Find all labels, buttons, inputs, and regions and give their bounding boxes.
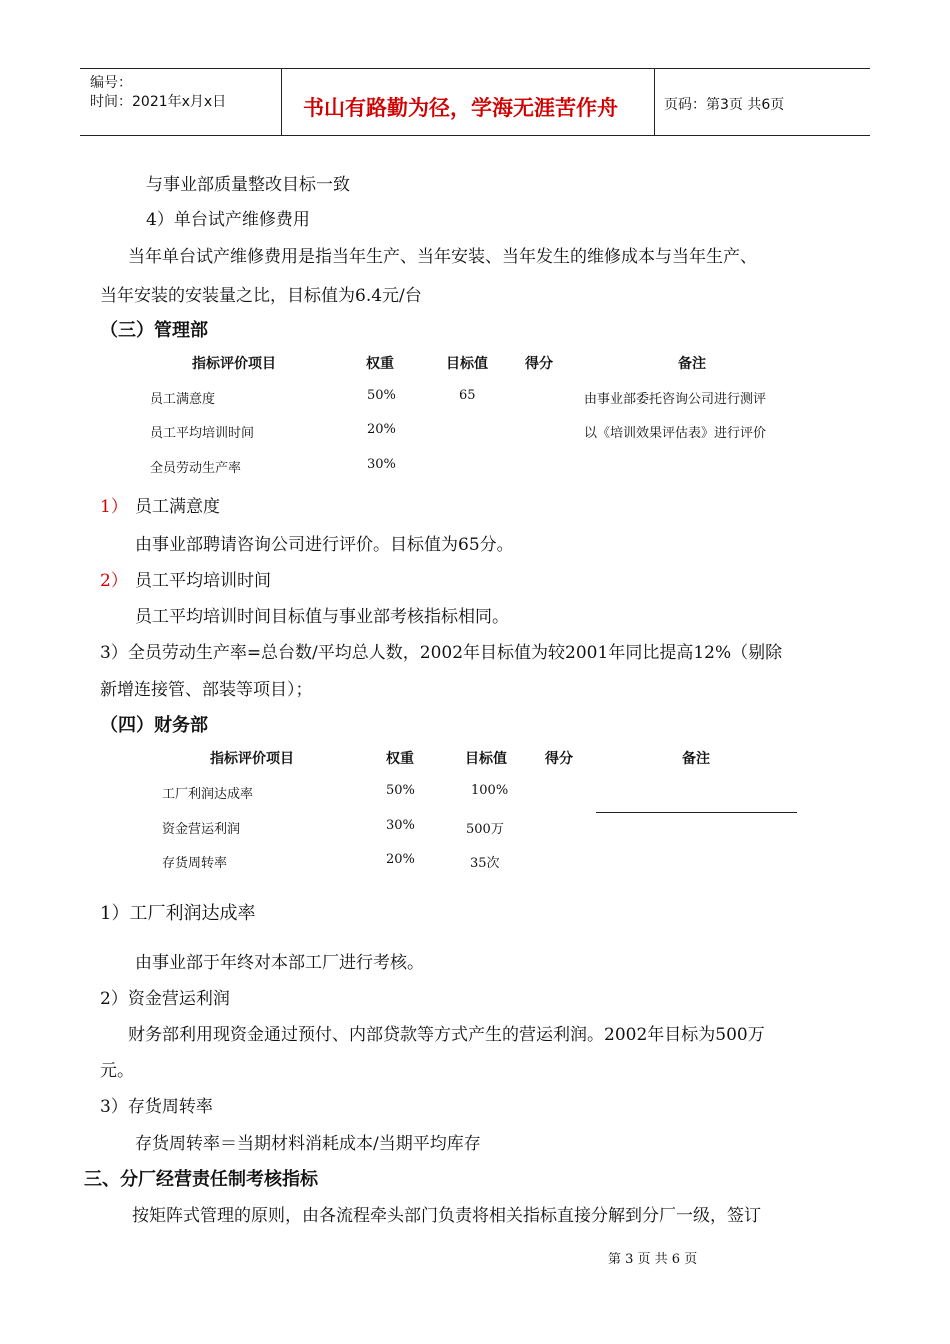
finance-item-3: 3）存货周转率 — [100, 1097, 213, 1117]
header-divider-right — [654, 68, 655, 136]
t2-r2-target: 500万 — [466, 822, 504, 837]
header-time-label: 时间：2021年x月x日 — [90, 94, 227, 110]
header-number-label: 编号： — [90, 75, 132, 91]
item-2-text: 员工平均培训时间目标值与事业部考核指标相同。 — [135, 607, 509, 627]
body-line-3: 当年单台试产维修费用是指当年生产、当年安装、当年发生的维修成本与当年生产、 — [128, 247, 757, 267]
header-page-label: 页码：第3页 共6页 — [664, 97, 785, 113]
t2-r3-target: 35次 — [470, 856, 500, 871]
t2-r1-item: 工厂利润达成率 — [162, 787, 254, 802]
t2-header-note: 备注 — [682, 751, 710, 767]
item-1-title: 员工满意度 — [135, 497, 220, 517]
header-motto: 书山有路勤为径，学海无涯苦作舟 — [303, 95, 618, 120]
header-divider-left — [281, 68, 282, 136]
item-1-text: 由事业部聘请咨询公司进行评价。目标值为65分。 — [135, 535, 514, 555]
header-bottom-rule — [80, 135, 870, 136]
t1-r2-weight: 20% — [367, 422, 396, 437]
item-1-number: 1） — [100, 497, 128, 517]
body-line-2: 4）单台试产维修费用 — [146, 210, 310, 230]
footer-page-number: 第 3 页 共 6 页 — [608, 1252, 698, 1267]
item-3-line-1: 3）全员劳动生产率=总台数/平均总人数，2002年目标值为较2001年同比提高12%（剔除 — [100, 643, 783, 663]
body-line-4: 当年安装的安装量之比，目标值为6.4元/台 — [100, 286, 422, 306]
t2-note-rule — [596, 812, 797, 813]
finance-item-2-text-1: 财务部利用现资金通过预付、内部贷款等方式产生的营运利润。2002年目标为500万 — [128, 1025, 765, 1045]
t1-header-target: 目标值 — [446, 356, 488, 372]
item-2-number: 2） — [100, 571, 128, 591]
t2-header-score: 得分 — [545, 751, 573, 767]
t1-r3-item: 全员劳动生产率 — [150, 461, 242, 476]
t2-r3-item: 存货周转率 — [162, 856, 228, 871]
t1-r1-note: 由事业部委托咨询公司进行测评 — [584, 392, 767, 407]
header-top-rule — [80, 68, 870, 69]
item-3-line-2: 新增连接管、部装等项目）； — [100, 680, 313, 700]
t1-r1-item: 员工满意度 — [150, 392, 216, 407]
t1-header-weight: 权重 — [366, 356, 394, 372]
t1-r2-note: 以《培训效果评估表》进行评价 — [584, 426, 767, 441]
last-paragraph-line: 按矩阵式管理的原则，由各流程牵头部门负责将相关指标直接分解到分厂一级，签订 — [132, 1206, 761, 1226]
t2-r1-target: 100% — [471, 783, 509, 798]
section-branch-title: 三、分厂经营责任制考核指标 — [84, 1169, 318, 1190]
t2-r2-item: 资金营运利润 — [162, 822, 241, 837]
t2-r3-weight: 20% — [386, 852, 415, 867]
finance-item-1: 1）工厂利润达成率 — [100, 903, 256, 924]
section-finance-title: （四）财务部 — [100, 715, 208, 736]
t2-header-target: 目标值 — [465, 751, 507, 767]
finance-item-3-text: 存货周转率＝当期材料消耗成本/当期平均库存 — [135, 1134, 481, 1154]
body-line-1: 与事业部质量整改目标一致 — [146, 175, 350, 195]
t1-r2-item: 员工平均培训时间 — [150, 426, 255, 441]
t1-r1-target: 65 — [459, 388, 476, 403]
t2-r1-weight: 50% — [386, 783, 415, 798]
t2-r2-weight: 30% — [386, 818, 415, 833]
t2-header-item: 指标评价项目 — [210, 751, 294, 767]
t2-header-weight: 权重 — [386, 751, 414, 767]
t1-header-note: 备注 — [678, 356, 706, 372]
t1-r3-weight: 30% — [367, 457, 396, 472]
t1-r1-weight: 50% — [367, 388, 396, 403]
t1-header-score: 得分 — [525, 356, 553, 372]
section-management-title: （三）管理部 — [100, 320, 208, 341]
finance-item-2-text-2: 元。 — [100, 1061, 134, 1081]
finance-item-2: 2）资金营运利润 — [100, 989, 230, 1009]
t1-header-item: 指标评价项目 — [192, 356, 276, 372]
item-2-title: 员工平均培训时间 — [135, 571, 271, 591]
finance-item-1-text: 由事业部于年终对本部工厂进行考核。 — [135, 953, 424, 973]
